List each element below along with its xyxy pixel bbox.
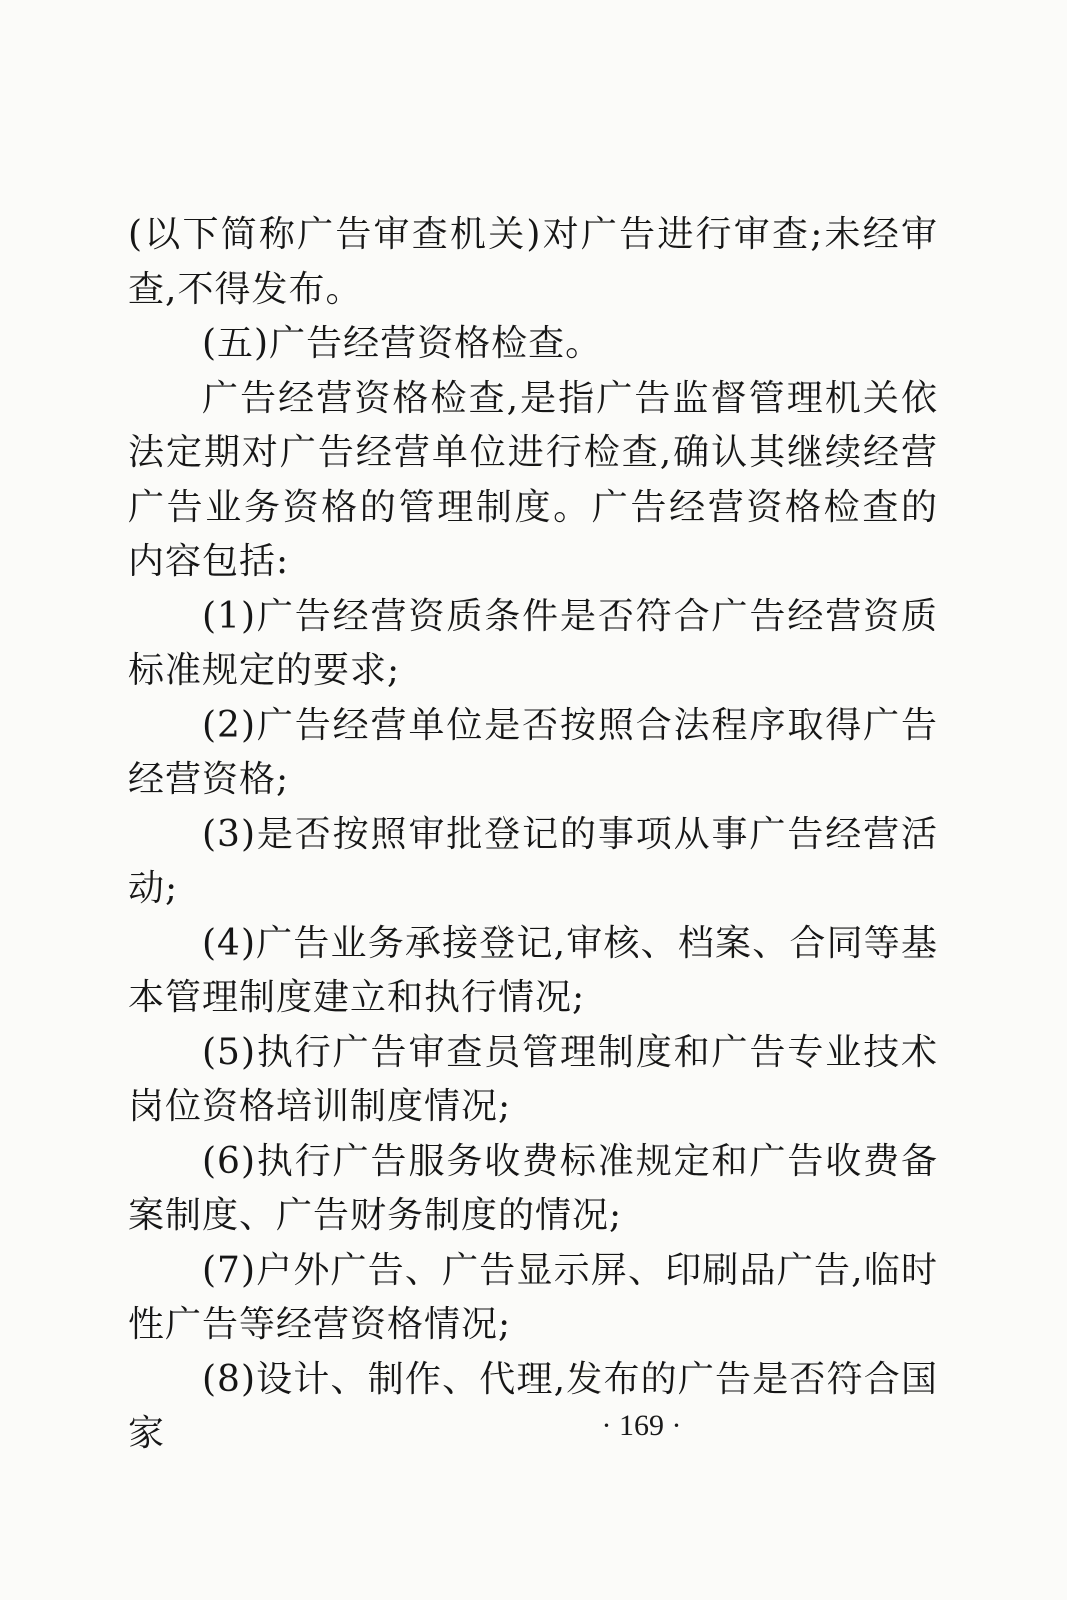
list-item-7: (7)户外广告、广告显示屏、印刷品广告,临时性广告等经营资格情况; (128, 1249, 938, 1345)
list-item-3: (3)是否按照审批登记的事项从事广告经营活动; (128, 813, 938, 909)
page-number: · 169 · (601, 1409, 682, 1442)
paragraph-continuation: (以下简称广告审查机关)对广告进行审查;未经审查,不得发布。 (128, 214, 938, 310)
list-item-4: (4)广告业务承接登记,审核、档案、合同等基本管理制度建立和执行情况; (128, 922, 938, 1018)
body-text (128, 208, 938, 1462)
paragraph-definition: 广告经营资格检查,是指广告监督管理机关依法定期对广告经营单位进行检查,确认其继续经营广告业务资格的管理制度。广告经营资格检查的内容包括: (128, 377, 938, 582)
list-item-6: (6)执行广告服务收费标准规定和广告收费备案制度、广告财务制度的情况; (128, 1140, 938, 1236)
list-item-1: (1)广告经营资质条件是否符合广告经营资质标准规定的要求; (128, 595, 938, 691)
section-heading: (五)广告经营资格检查。 (202, 323, 603, 364)
list-item-2: (2)广告经营单位是否按照合法程序取得广告经营资格; (128, 704, 938, 800)
list-item-5: (5)执行广告审查员管理制度和广告专业技术岗位资格培训制度情况; (128, 1031, 938, 1127)
list-item-8: (8)设计、制作、代理,发布的广告是否符合国家 (128, 1358, 938, 1454)
